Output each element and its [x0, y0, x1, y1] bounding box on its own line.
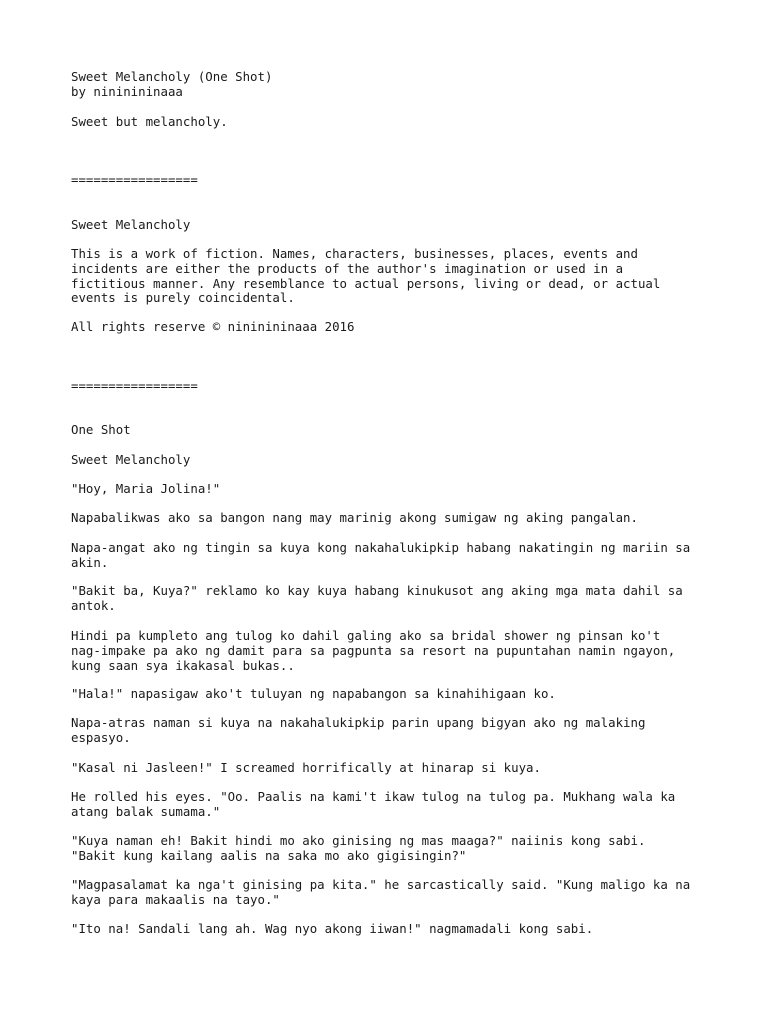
story-paragraph: [71, 790, 675, 820]
story-paragraph: [71, 922, 593, 937]
story-paragraph: [71, 716, 645, 746]
story-paragraph: [71, 511, 638, 526]
story-paragraph: [71, 878, 690, 908]
chapter-heading-block: [71, 423, 131, 438]
story-paragraph: [71, 584, 683, 614]
rights-block: [71, 320, 354, 335]
paragraph-line: atang balak sumama.": [71, 803, 221, 819]
paragraph-line: Napabalikwas ako sa bangon nang may marinig akong sumigaw ng aking pangalan.: [71, 510, 638, 525]
section-title: Sweet Melancholy: [71, 217, 191, 232]
paragraph-line: "Kasal ni Jasleen!" I screamed horrifically at hinarap si kuya.: [71, 760, 541, 775]
paragraph-line: He rolled his eyes. "Oo. Paalis na kami't ikaw tulog na tulog pa. Mukhang wala ka: [71, 789, 676, 804]
section-title-block: [71, 218, 190, 233]
story-paragraph: [71, 482, 220, 497]
story-paragraph: [71, 541, 690, 571]
disclaimer-line: This is a work of fiction. Names, characters, businesses, places, events and: [71, 246, 638, 261]
chapter-heading: One Shot: [71, 422, 131, 437]
chapter-subtitle-block: [71, 453, 190, 468]
chapter-subtitle: Sweet Melancholy: [71, 452, 191, 467]
story-paragraph: [71, 629, 675, 673]
paragraph-line: "Magpasalamat ka nga't ginising pa kita." he sarcastically said. "Kung maligo ka na: [71, 877, 691, 892]
separator-text: =================: [71, 172, 198, 187]
disclaimer-paragraph: [71, 247, 660, 306]
tagline: Sweet but melancholy.: [71, 114, 228, 129]
paragraph-line: "Bakit ba, Kuya?" reklamo ko kay kuya habang kinukusot ang aking mga mata dahil sa: [71, 583, 683, 598]
story-paragraph: [71, 761, 541, 776]
separator-2: [71, 379, 198, 394]
paragraph-line: "Hala!" napasigaw ako't tuluyan ng napabangon sa kinahihigaan ko.: [71, 686, 556, 701]
paragraph-line: espasyo.: [71, 729, 131, 745]
story-paragraph: [71, 687, 556, 702]
title-block: [71, 70, 272, 100]
paragraph-line: "Bakit kung kailang aalis na saka mo ako gigisingin?": [71, 847, 467, 863]
paragraph-line: kung saan sya ikakasal bukas..: [71, 657, 295, 673]
paragraph-line: "Kuya naman eh! Bakit hindi mo ako ginising ng mas maaga?" naiinis kong sabi.: [71, 833, 646, 848]
disclaimer-line: fictitious manner. Any resemblance to actual persons, living or dead, or actual: [71, 275, 661, 291]
story-paragraph: [71, 834, 645, 864]
author-line: by nininininaaa: [71, 83, 183, 99]
disclaimer-line: incidents are either the products of the author's imagination or used in a: [71, 260, 624, 276]
separator-text: =================: [71, 378, 198, 393]
paragraph-line: Napa-atras naman si kuya na nakahalukipkip parin upang bigyan ako ng malaking: [71, 715, 646, 730]
tagline-block: [71, 115, 228, 130]
paragraph-line: akin.: [71, 554, 109, 570]
disclaimer-line: events is purely coincidental.: [71, 290, 295, 306]
paragraph-line: nag-impake pa ako ng damit para sa pagpunta sa resort na pupuntahan namin ngayon,: [71, 642, 676, 658]
paragraph-line: Napa-angat ako ng tingin sa kuya kong nakahalukipkip habang nakatingin ng mariin sa: [71, 540, 691, 555]
paragraph-line: "Hoy, Maria Jolina!": [71, 481, 221, 496]
document-title: Sweet Melancholy (One Shot): [71, 69, 273, 84]
paragraph-line: kaya para makaalis na tayo.": [71, 891, 280, 907]
rights-notice: All rights reserve © nininininaaa 2016: [71, 319, 355, 334]
separator-1: [71, 173, 198, 188]
paragraph-line: Hindi pa kumpleto ang tulog ko dahil galing ako sa bridal shower ng pinsan ko't: [71, 628, 661, 643]
paragraph-line: antok.: [71, 597, 116, 613]
paragraph-line: "Ito na! Sandali lang ah. Wag nyo akong iiwan!" nagmamadali kong sabi.: [71, 921, 594, 936]
